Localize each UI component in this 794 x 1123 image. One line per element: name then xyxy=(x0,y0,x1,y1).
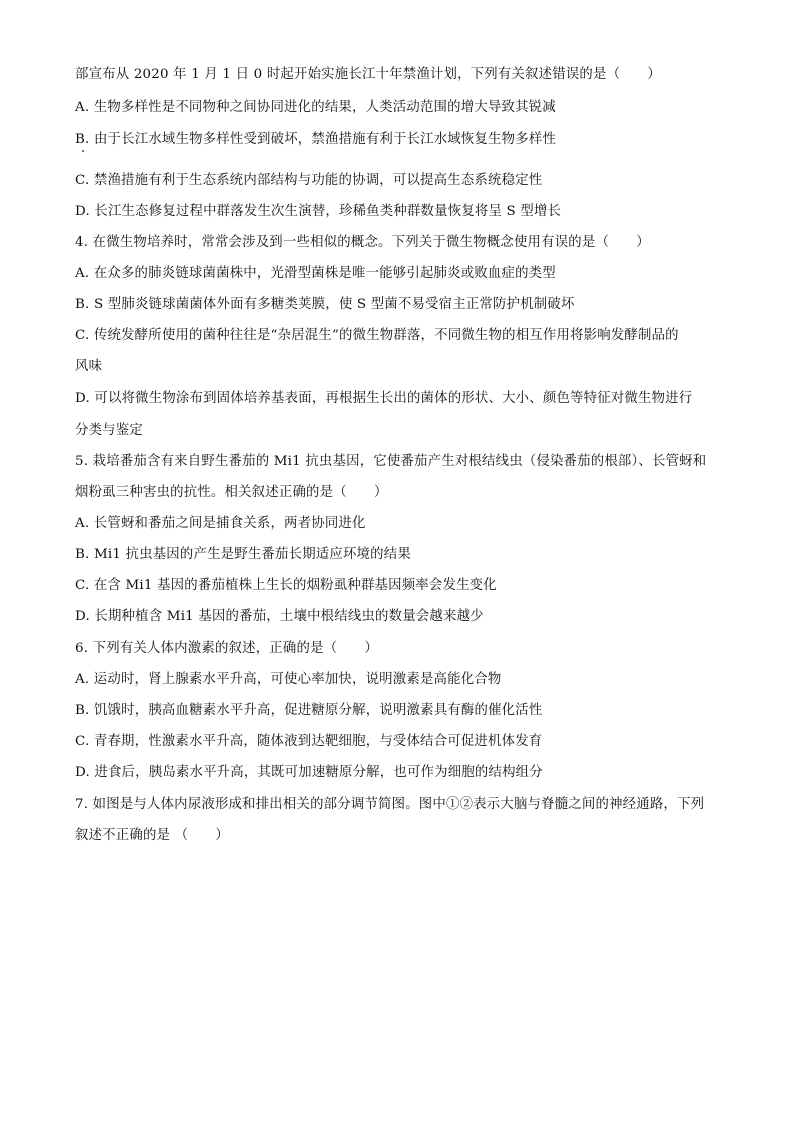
option-line: C. 青春期，性激素水平升高，随体液到达靶细胞，与受体结合可促进机体发育 xyxy=(75,734,543,749)
option-line: A. 生物多样性是不同物种之间协同进化的结果，人类活动范围的增大导致其锐减 xyxy=(75,100,556,115)
text-line: 部宣布从 2020 年 1 月 1 日 0 时起开始实施长江十年禁渔计划，下列有关叙述错误的是（ ） xyxy=(75,67,661,82)
option-line: B. Mi1 抗虫基因的产生是野生番茄长期适应环境的结果 xyxy=(75,547,411,562)
option-line: B. 饥饿时，胰高血糖素水平升高，促进糖原分解，说明激素具有酶的催化活性 xyxy=(75,703,543,718)
option-line: B. S 型肺炎链球菌菌体外面有多糖类荚膜，使 S 型菌不易受宿主正常防护机制破坏 xyxy=(75,297,575,312)
option-line-cont: 风味 xyxy=(75,359,103,374)
option-line: B. 由于长江水域生物多样性受到破坏，禁渔措施有利于长江水域恢复生物多样性 xyxy=(75,132,557,147)
question-5-cont: 烟粉虱三种害虫的抗性。相关叙述正确的是（ ） xyxy=(75,485,388,500)
option-line: D. 可以将微生物涂布到固体培养基表面，再根据生长出的菌体的形状、大小、颜色等特征对微生物进行 xyxy=(75,391,693,406)
option-line: D. 进食后，胰岛素水平升高，其既可加速糖原分解，也可作为细胞的结构组分 xyxy=(75,765,543,780)
option-line-cont: 分类与鉴定 xyxy=(75,423,143,438)
question-6: 6. 下列有关人体内激素的叙述，正确的是（ ） xyxy=(75,641,379,656)
question-4: 4. 在微生物培养时，常常会涉及到一些相似的概念。下列关于微生物概念使用有误的是（ ） xyxy=(75,235,650,250)
option-line: D. 长江生态修复过程中群落发生次生演替，珍稀鱼类种群数量恢复将呈 S 型增长 xyxy=(75,204,562,219)
stray-dot xyxy=(82,150,84,152)
option-line: C. 传统发酵所使用的菌种往往是“杂居混生”的微生物群落，不同微生物的相互作用将影响发酵制品的 xyxy=(75,328,679,343)
question-5: 5. 栽培番茄含有来自野生番茄的 Mi1 抗虫基因，它使番茄产生对根结线虫（侵染番茄的根部）、长管蚜和 xyxy=(75,454,707,469)
question-7: 7. 如图是与人体内尿液形成和排出相关的部分调节简图。图中①②表示大脑与脊髓之间的神经通路，下列 xyxy=(75,797,705,812)
option-line: C. 禁渔措施有利于生态系统内部结构与功能的协调，可以提高生态系统稳定性 xyxy=(75,173,543,188)
option-line: A. 长管蚜和番茄之间是捕食关系，两者协同进化 xyxy=(75,516,366,531)
option-line: D. 长期种植含 Mi1 基因的番茄，土壤中根结线虫的数量会越来越少 xyxy=(75,609,484,624)
option-line: A. 运动时，肾上腺素水平升高，可使心率加快，说明激素是高能化合物 xyxy=(75,672,502,687)
question-7-cont: 叙述不正确的是 （ ） xyxy=(75,828,229,843)
option-line: C. 在含 Mi1 基因的番茄植株上生长的烟粉虱种群基因频率会发生变化 xyxy=(75,578,497,593)
option-line: A. 在众多的肺炎链球菌菌株中，光滑型菌株是唯一能够引起肺炎或败血症的类型 xyxy=(75,266,556,281)
